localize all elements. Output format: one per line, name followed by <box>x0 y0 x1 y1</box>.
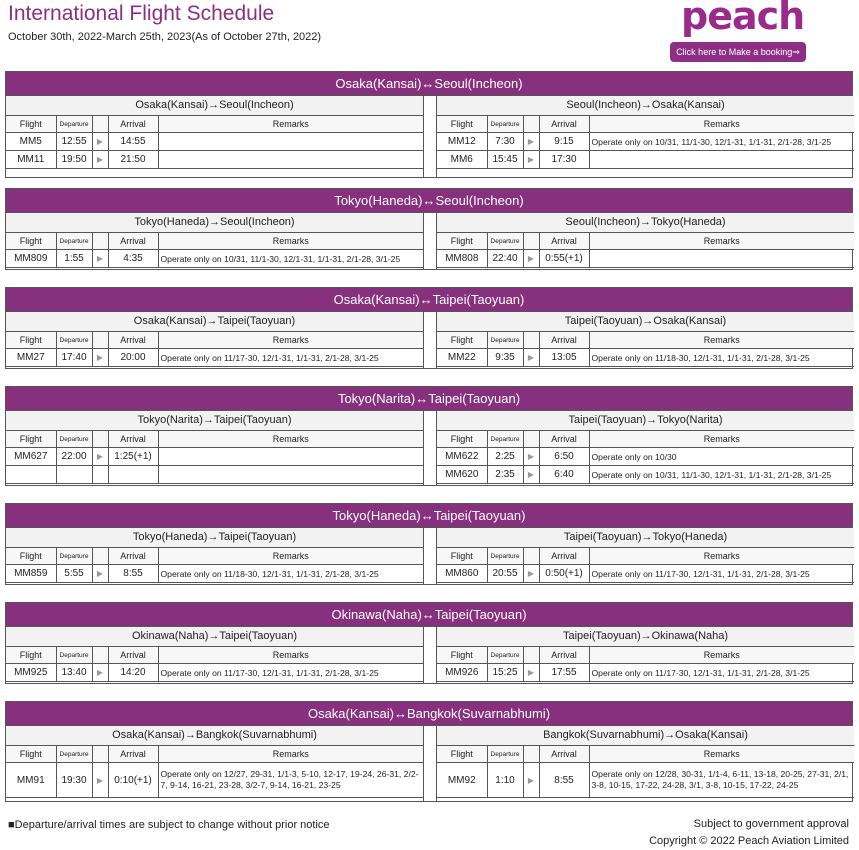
route-title: Osaka(Kansai)↔Seoul(Incheon) <box>6 72 852 96</box>
remarks <box>589 151 854 169</box>
flight-number: MM92 <box>437 763 487 798</box>
remarks: Operate only on 10/31, 11/1-30, 12/1-31, 1/1-31, 2/1-28, 3/1-25 <box>158 250 423 268</box>
route-section <box>5 701 853 802</box>
column-spacer <box>523 332 539 349</box>
departure-time: 7:30 <box>487 133 523 151</box>
route-section <box>5 188 853 270</box>
departure-time: 19:30 <box>56 763 92 798</box>
column-arrival: Arrival <box>108 746 158 763</box>
flight-table <box>437 332 854 367</box>
column-remarks: Remarks <box>158 116 423 133</box>
column-departure: Departure <box>56 548 92 565</box>
column-departure: Departure <box>487 431 523 448</box>
departure-time: 13:40 <box>56 664 92 682</box>
flight-number: MM11 <box>6 151 56 169</box>
arrival-time <box>108 466 158 484</box>
direction-title: Osaka(Kansai)→Taipei(Taoyuan) <box>6 312 423 332</box>
column-flight: Flight <box>6 746 56 763</box>
flight-number: MM860 <box>437 565 487 583</box>
column-spacer <box>523 647 539 664</box>
route-section <box>5 386 853 486</box>
column-flight: Flight <box>437 431 487 448</box>
column-flight: Flight <box>6 332 56 349</box>
flight-number: MM926 <box>437 664 487 682</box>
column-spacer <box>523 116 539 133</box>
departure-time: 1:55 <box>56 250 92 268</box>
direction-right <box>437 627 854 682</box>
departure-time: 15:45 <box>487 151 523 169</box>
column-spacer <box>92 332 108 349</box>
remarks: Operate only on 12/28, 30-31, 1/1-4, 6-11, 13-18, 20-25, 27-31, 2/1, 3-8, 10-15, 17-22, 24-28, 3/1, 3-8, 10-15, 17-22, 24-25 <box>589 763 854 798</box>
flight-table <box>6 116 423 169</box>
table-row <box>437 448 854 466</box>
arrow-icon: ▶ <box>523 763 539 798</box>
table-row <box>437 565 854 583</box>
column-departure: Departure <box>487 233 523 250</box>
direction-title: Taipei(Taoyuan)→Tokyo(Haneda) <box>437 528 854 548</box>
column-flight: Flight <box>437 332 487 349</box>
flight-number: MM5 <box>6 133 56 151</box>
arrival-time: 17:30 <box>539 151 589 169</box>
arrow-icon: ▶ <box>92 250 108 268</box>
column-departure: Departure <box>56 233 92 250</box>
column-departure: Departure <box>487 647 523 664</box>
flight-table <box>6 431 423 484</box>
flight-table <box>437 647 854 682</box>
flight-table <box>6 746 423 798</box>
column-arrival: Arrival <box>539 431 589 448</box>
flight-table <box>437 746 854 798</box>
flight-table <box>6 647 423 682</box>
table-header <box>437 431 854 448</box>
table-row <box>6 349 423 367</box>
table-header <box>437 233 854 250</box>
arrow-icon: ▶ <box>523 349 539 367</box>
arrival-time: 0:55(+1) <box>539 250 589 268</box>
table-row <box>437 349 854 367</box>
direction-title: Taipei(Taoyuan)→Osaka(Kansai) <box>437 312 854 332</box>
column-departure: Departure <box>56 332 92 349</box>
column-remarks: Remarks <box>158 746 423 763</box>
arrival-time: 8:55 <box>108 565 158 583</box>
table-row <box>6 151 423 169</box>
departure-time: 20:55 <box>487 565 523 583</box>
make-booking-button[interactable]: Click here to Make a booking⇒ <box>670 42 806 62</box>
flight-number: MM622 <box>437 448 487 466</box>
peach-logo[interactable]: peach <box>681 0 805 38</box>
flight-number: MM859 <box>6 565 56 583</box>
arrival-time: 4:35 <box>108 250 158 268</box>
arrival-time: 8:55 <box>539 763 589 798</box>
route-title: Osaka(Kansai)↔Taipei(Taoyuan) <box>6 288 852 312</box>
column-arrival: Arrival <box>539 332 589 349</box>
column-divider <box>423 411 437 485</box>
column-arrival: Arrival <box>108 116 158 133</box>
route-title: Okinawa(Naha)↔Taipei(Taoyuan) <box>6 603 852 627</box>
direction-left <box>6 213 423 268</box>
arrow-icon: ▶ <box>523 664 539 682</box>
arrow-icon: ▶ <box>523 466 539 484</box>
flight-table <box>437 116 854 169</box>
arrow-icon: ▶ <box>523 133 539 151</box>
arrival-time: 6:50 <box>539 448 589 466</box>
column-departure: Departure <box>56 116 92 133</box>
route-section <box>5 287 853 369</box>
column-spacer <box>92 233 108 250</box>
arrival-time: 17:55 <box>539 664 589 682</box>
departure-time: 22:40 <box>487 250 523 268</box>
remarks: Operate only on 11/17-30, 12/1-31, 1/1-31, 2/1-28, 3/1-25 <box>158 664 423 682</box>
column-departure: Departure <box>487 116 523 133</box>
arrow-icon: ▶ <box>523 448 539 466</box>
table-header <box>437 332 854 349</box>
arrow-icon: ▶ <box>92 565 108 583</box>
column-divider <box>423 213 437 269</box>
remarks: Operate only on 10/30 <box>589 448 854 466</box>
arrival-time: 14:55 <box>108 133 158 151</box>
column-arrival: Arrival <box>108 647 158 664</box>
column-divider <box>423 627 437 683</box>
column-flight: Flight <box>437 746 487 763</box>
column-spacer <box>523 746 539 763</box>
direction-left <box>6 627 423 682</box>
remarks: Operate only on 11/17-30, 12/1-31, 1/1-31, 2/1-28, 3/1-25 <box>589 565 854 583</box>
route-section <box>5 602 853 684</box>
direction-title: Tokyo(Haneda)→Seoul(Incheon) <box>6 213 423 233</box>
column-arrival: Arrival <box>539 548 589 565</box>
column-departure: Departure <box>487 332 523 349</box>
arrow-icon: ▶ <box>92 448 108 466</box>
direction-title: Okinawa(Naha)→Taipei(Taoyuan) <box>6 627 423 647</box>
table-header <box>437 548 854 565</box>
arrow-icon: ▶ <box>92 349 108 367</box>
table-row <box>437 466 854 484</box>
flight-table <box>437 431 854 484</box>
arrival-time: 20:00 <box>108 349 158 367</box>
direction-right <box>437 726 854 798</box>
table-header <box>6 647 423 664</box>
flight-table <box>6 548 423 583</box>
flight-table <box>6 233 423 268</box>
flight-number: MM91 <box>6 763 56 798</box>
column-flight: Flight <box>437 647 487 664</box>
column-divider <box>423 312 437 368</box>
departure-time: 17:40 <box>56 349 92 367</box>
column-remarks: Remarks <box>158 647 423 664</box>
arrow-icon <box>92 466 108 484</box>
direction-title: Tokyo(Narita)→Taipei(Taoyuan) <box>6 411 423 431</box>
arrow-icon: ▶ <box>92 664 108 682</box>
arrival-time: 1:25(+1) <box>108 448 158 466</box>
table-row <box>437 664 854 682</box>
flight-table <box>437 548 854 583</box>
direction-title: Taipei(Taoyuan)→Okinawa(Naha) <box>437 627 854 647</box>
arrow-icon: ▶ <box>523 565 539 583</box>
column-arrival: Arrival <box>539 233 589 250</box>
arrival-time: 14:20 <box>108 664 158 682</box>
column-departure: Departure <box>56 746 92 763</box>
flight-table <box>6 332 423 367</box>
column-spacer <box>523 233 539 250</box>
column-divider <box>423 726 437 801</box>
direction-title: Osaka(Kansai)→Bangkok(Suvarnabhumi) <box>6 726 423 746</box>
direction-title: Tokyo(Haneda)→Taipei(Taoyuan) <box>6 528 423 548</box>
flight-number: MM620 <box>437 466 487 484</box>
table-row <box>6 133 423 151</box>
flight-number: MM925 <box>6 664 56 682</box>
departure-time: 15:25 <box>487 664 523 682</box>
departure-time: 5:55 <box>56 565 92 583</box>
arrow-icon: ▶ <box>92 151 108 169</box>
table-header <box>437 647 854 664</box>
column-arrival: Arrival <box>539 647 589 664</box>
flight-number: MM22 <box>437 349 487 367</box>
column-flight: Flight <box>6 548 56 565</box>
departure-time: 9:35 <box>487 349 523 367</box>
column-arrival: Arrival <box>539 746 589 763</box>
route-section <box>5 503 853 585</box>
remarks: Operate only on 11/17-30, 12/1-31, 1/1-31, 2/1-28, 3/1-25 <box>158 349 423 367</box>
direction-right <box>437 312 854 367</box>
column-flight: Flight <box>6 116 56 133</box>
table-row <box>437 763 854 798</box>
direction-right <box>437 96 854 169</box>
departure-time: 2:35 <box>487 466 523 484</box>
flight-number: MM27 <box>6 349 56 367</box>
direction-title: Bangkok(Suvarnabhumi)→Osaka(Kansai) <box>437 726 854 746</box>
arrow-icon: ▶ <box>523 151 539 169</box>
column-remarks: Remarks <box>589 647 854 664</box>
table-row <box>6 763 423 798</box>
departure-time: 22:00 <box>56 448 92 466</box>
arrival-time: 6:40 <box>539 466 589 484</box>
remarks: Operate only on 11/17-30, 12/1-31, 1/1-31, 2/1-28, 3/1-25 <box>589 664 854 682</box>
direction-title: Seoul(Incheon)→Tokyo(Haneda) <box>437 213 854 233</box>
departure-time: 1:10 <box>487 763 523 798</box>
table-header <box>437 116 854 133</box>
table-row <box>6 565 423 583</box>
arrow-icon: ▶ <box>92 763 108 798</box>
column-departure: Departure <box>487 746 523 763</box>
route-title: Tokyo(Narita)↔Taipei(Taoyuan) <box>6 387 852 411</box>
column-flight: Flight <box>6 647 56 664</box>
arrival-time: 21:50 <box>108 151 158 169</box>
flight-number: MM808 <box>437 250 487 268</box>
column-remarks: Remarks <box>589 116 854 133</box>
direction-left <box>6 726 423 798</box>
column-spacer <box>92 431 108 448</box>
column-flight: Flight <box>437 548 487 565</box>
table-row <box>437 151 854 169</box>
column-flight: Flight <box>6 233 56 250</box>
remarks <box>158 466 423 484</box>
departure-time: 19:50 <box>56 151 92 169</box>
arrival-time: 9:15 <box>539 133 589 151</box>
column-divider <box>423 96 437 177</box>
change-notice: ■Departure/arrival times are subject to change without prior notice <box>8 819 330 831</box>
column-arrival: Arrival <box>108 548 158 565</box>
direction-title: Seoul(Incheon)→Osaka(Kansai) <box>437 96 854 116</box>
column-remarks: Remarks <box>158 332 423 349</box>
direction-left <box>6 528 423 583</box>
column-remarks: Remarks <box>158 548 423 565</box>
remarks <box>158 151 423 169</box>
column-spacer <box>523 548 539 565</box>
column-remarks: Remarks <box>158 233 423 250</box>
route-title: Osaka(Kansai)↔Bangkok(Suvarnabhumi) <box>6 702 852 726</box>
remarks: Operate only on 10/31, 11/1-30, 12/1-31, 1/1-31, 2/1-28, 3/1-25 <box>589 133 854 151</box>
table-row <box>437 133 854 151</box>
column-flight: Flight <box>437 233 487 250</box>
arrival-time: 13:05 <box>539 349 589 367</box>
column-remarks: Remarks <box>589 431 854 448</box>
table-row <box>437 250 854 268</box>
arrow-icon: ▶ <box>92 133 108 151</box>
flight-number: MM6 <box>437 151 487 169</box>
departure-time: 12:55 <box>56 133 92 151</box>
arrival-time: 0:10(+1) <box>108 763 158 798</box>
direction-left <box>6 312 423 367</box>
column-spacer <box>92 746 108 763</box>
column-departure: Departure <box>56 647 92 664</box>
column-departure: Departure <box>56 431 92 448</box>
column-flight: Flight <box>437 116 487 133</box>
remarks: Operate only on 11/18-30, 12/1-31, 1/1-31, 2/1-28, 3/1-25 <box>158 565 423 583</box>
column-arrival: Arrival <box>108 332 158 349</box>
copyright: Copyright © 2022 Peach Aviation Limited <box>649 835 849 847</box>
column-spacer <box>92 647 108 664</box>
table-row <box>6 664 423 682</box>
flight-number: MM809 <box>6 250 56 268</box>
remarks <box>158 133 423 151</box>
direction-title: Taipei(Taoyuan)→Tokyo(Narita) <box>437 411 854 431</box>
flight-number <box>6 466 56 484</box>
arrival-time: 0:50(+1) <box>539 565 589 583</box>
flight-number: MM627 <box>6 448 56 466</box>
route-section <box>5 71 853 178</box>
remarks <box>589 250 854 268</box>
column-spacer <box>92 116 108 133</box>
table-header <box>6 332 423 349</box>
column-departure: Departure <box>487 548 523 565</box>
direction-right <box>437 528 854 583</box>
column-arrival: Arrival <box>108 431 158 448</box>
table-row <box>6 466 423 484</box>
approval-note: Subject to government approval <box>693 818 849 830</box>
column-spacer <box>523 431 539 448</box>
remarks: Operate only on 12/27, 29-31, 1/1-3, 5-10, 12-17, 19-24, 26-31, 2/2-7, 9-14, 16-21, 23-28, 3/2-7, 9-14, 16-21, 23-25 <box>158 763 423 798</box>
table-header <box>6 548 423 565</box>
direction-title: Osaka(Kansai)→Seoul(Incheon) <box>6 96 423 116</box>
column-divider <box>423 528 437 584</box>
arrow-icon: ▶ <box>523 250 539 268</box>
direction-left <box>6 96 423 169</box>
direction-right <box>437 411 854 484</box>
direction-left <box>6 411 423 484</box>
departure-time <box>56 466 92 484</box>
column-remarks: Remarks <box>589 548 854 565</box>
column-flight: Flight <box>6 431 56 448</box>
schedule-period: October 30th, 2022-March 25th, 2023(As of October 27th, 2022) <box>8 31 322 43</box>
departure-time: 2:25 <box>487 448 523 466</box>
column-arrival: Arrival <box>539 116 589 133</box>
page-title: International Flight Schedule <box>8 2 275 25</box>
route-title: Tokyo(Haneda)↔Taipei(Taoyuan) <box>6 504 852 528</box>
remarks: Operate only on 10/31, 11/1-30, 12/1-31, 1/1-31, 2/1-28, 3/1-25 <box>589 466 854 484</box>
column-remarks: Remarks <box>158 431 423 448</box>
column-spacer <box>92 548 108 565</box>
table-header <box>6 746 423 763</box>
column-remarks: Remarks <box>589 233 854 250</box>
remarks: Operate only on 11/18-30, 12/1-31, 1/1-31, 2/1-28, 3/1-25 <box>589 349 854 367</box>
column-remarks: Remarks <box>589 332 854 349</box>
table-row <box>6 250 423 268</box>
flight-table <box>437 233 854 268</box>
table-header <box>437 746 854 763</box>
flight-number: MM12 <box>437 133 487 151</box>
direction-right <box>437 213 854 268</box>
remarks <box>158 448 423 466</box>
table-header <box>6 116 423 133</box>
table-header <box>6 233 423 250</box>
table-header <box>6 431 423 448</box>
table-row <box>6 448 423 466</box>
column-arrival: Arrival <box>108 233 158 250</box>
column-remarks: Remarks <box>589 746 854 763</box>
route-title: Tokyo(Haneda)↔Seoul(Incheon) <box>6 189 852 213</box>
